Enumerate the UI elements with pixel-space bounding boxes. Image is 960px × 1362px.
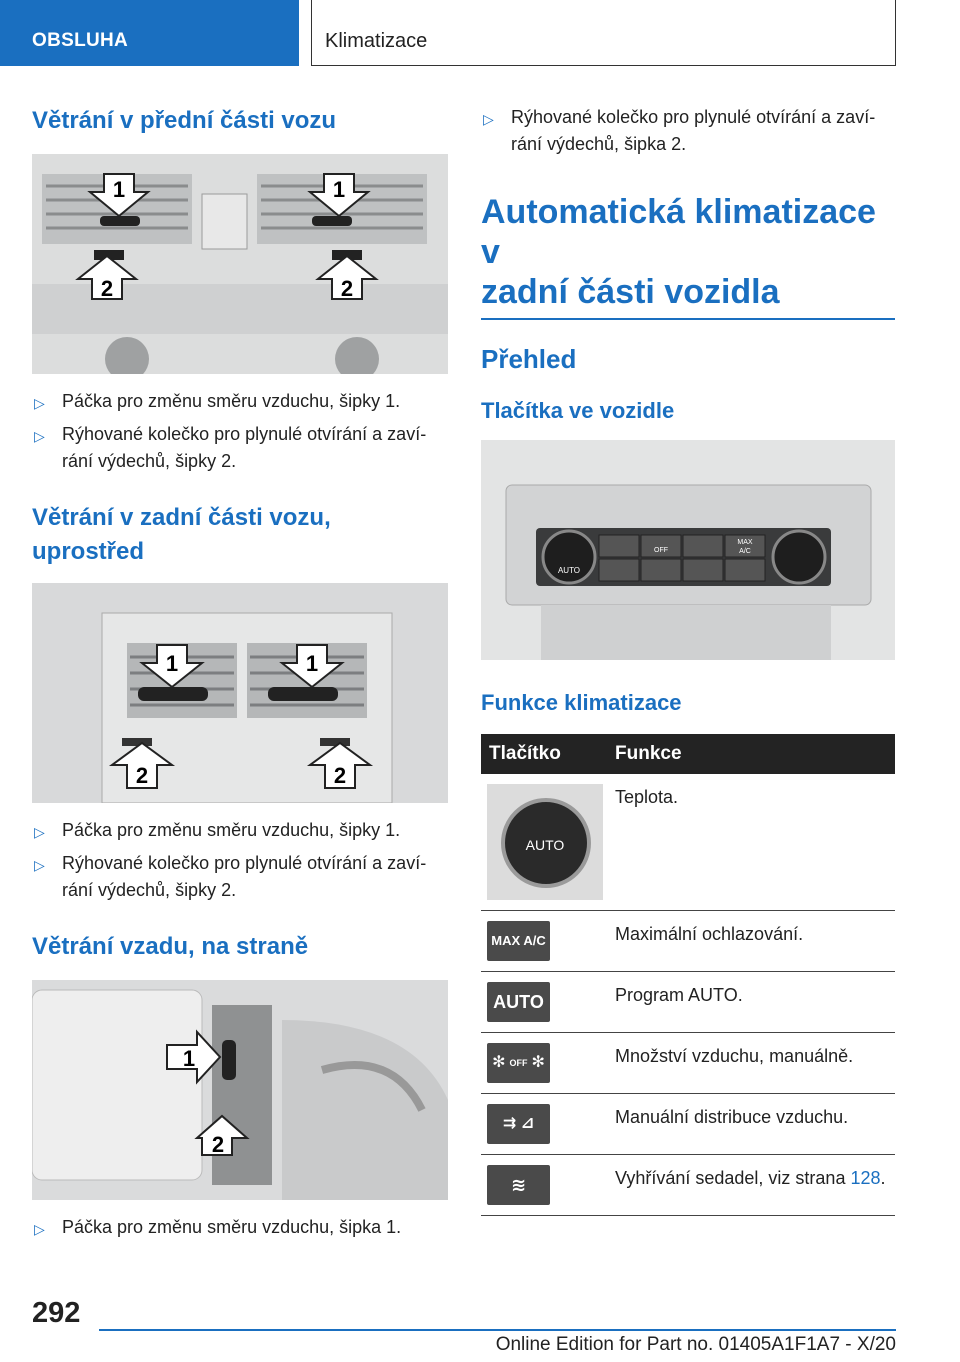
page-link[interactable]: 128 <box>850 1168 881 1188</box>
callout-2-right: 2 <box>333 763 347 788</box>
table-row <box>481 972 895 1033</box>
rear-center-vents-photo <box>32 583 448 803</box>
callout-1-right: 1 <box>305 651 319 676</box>
callout-1-right: 1 <box>332 177 346 202</box>
heading-rear-center-2: uprostřed <box>32 538 145 565</box>
heading-overview: Přehled <box>481 344 577 374</box>
auto-button-icon: AUTO <box>487 982 550 1022</box>
function-text: Maximální ochlazování. <box>607 911 895 972</box>
seat-heating-icon: ≋ <box>487 1165 550 1205</box>
bullet-rear-center-2: ▷ Rýhované kolečko pro plynulé otvírání a zavírání výdechů, šipky 2. <box>34 853 427 900</box>
triangle-bullet-icon: ▷ <box>34 824 45 840</box>
front-vents-illustration <box>32 154 448 374</box>
bullet-front-2: ▷ Rýhované kolečko pro plynulé otvírání a zavírání výdechů, šipky 2. <box>34 424 427 471</box>
right-column <box>481 100 895 1216</box>
triangle-bullet-icon: ▷ <box>34 428 45 444</box>
callout-2-right: 2 <box>340 276 354 301</box>
fan-icon: ✻ OFF ✻ <box>487 1043 550 1083</box>
triangle-bullet-icon: ▷ <box>483 111 494 127</box>
col-header-function: Funkce <box>607 734 895 774</box>
callout-2-left: 2 <box>135 763 149 788</box>
triangle-bullet-icon: ▷ <box>34 857 45 873</box>
triangle-bullet-icon: ▷ <box>34 395 45 411</box>
heading-buttons-in-vehicle: Tlačítka ve vozidle <box>481 398 675 423</box>
table-row <box>481 1033 895 1094</box>
rear-climate-panel-photo <box>481 440 895 660</box>
heading-underline <box>481 318 895 320</box>
footer-line <box>99 1329 896 1331</box>
table-row <box>481 1094 895 1155</box>
panel-ac-label: A/C <box>739 548 751 555</box>
auto-knob-icon <box>487 784 603 900</box>
callout-2-left: 2 <box>100 276 114 301</box>
air-distribution-icon: ⇉ ⊿ <box>487 1104 550 1144</box>
bullet-rear-center-1: ▷ Páčka pro změnu směru vzduchu, šipky 1. <box>32 817 448 844</box>
front-vents-photo <box>32 154 448 374</box>
panel-max-label: MAX <box>737 539 753 546</box>
panel-auto-label: AUTO <box>557 566 581 575</box>
bullet-top: ▷ Rýhované kolečko pro plynulé otvírání a zavírání výdechů, šipka 2. <box>483 107 876 154</box>
rear-climate-panel-illustration <box>481 440 895 660</box>
heading-auto-climate-2: zadní části vozidla <box>481 273 780 311</box>
callout-1: 1 <box>182 1046 196 1071</box>
callout-1-left: 1 <box>112 177 126 202</box>
function-text: Množství vzduchu, manuálně. <box>607 1033 895 1094</box>
rear-center-vents-illustration <box>32 583 448 803</box>
table-row: ≋ Vyhřívání sedadel, viz strana 128. <box>481 1155 895 1216</box>
page-number: 292 <box>32 1297 81 1329</box>
heading-auto-climate-1: Automatická klimatizace v <box>481 193 876 271</box>
function-text: Manuální distribuce vzduchu. <box>607 1094 895 1155</box>
table-header-row <box>481 734 895 774</box>
function-text: Vyhřívání sedadel, viz strana <box>615 1168 846 1188</box>
auto-knob-label: AUTO <box>525 837 565 853</box>
heading-rear-center-1: Větrání v zadní části vozu, <box>32 504 331 531</box>
bullet-rear-side-1: ▷ Páčka pro změnu směru vzduchu, šipka 1. <box>32 1214 448 1241</box>
rear-side-vent-photo <box>32 980 448 1200</box>
triangle-bullet-icon: ▷ <box>34 1221 45 1237</box>
heading-climate-functions: Funkce klimatizace <box>481 690 682 715</box>
section-tab <box>0 0 299 66</box>
bullet-front-1: ▷ Páčka pro změnu směru vzduchu, šipky 1. <box>32 388 448 415</box>
rear-side-vent-illustration <box>32 980 448 1200</box>
callout-2: 2 <box>211 1132 225 1157</box>
table-row <box>481 911 895 972</box>
chapter-header <box>311 0 896 66</box>
heading-front-ventilation: Větrání v přední části vozu <box>32 107 337 134</box>
section-label: OBSLUHA <box>32 30 129 51</box>
heading-rear-side: Větrání vzadu, na straně <box>32 933 309 960</box>
functions-table <box>481 734 895 1216</box>
fan-off-label: OFF <box>509 1058 528 1068</box>
panel-off-label: OFF <box>654 547 668 554</box>
left-column <box>32 100 448 1241</box>
table-row <box>481 774 895 911</box>
col-header-button: Tlačítko <box>481 734 607 774</box>
chapter-label: Klimatizace <box>325 30 428 52</box>
function-text: Teplota. <box>607 774 895 911</box>
callout-1-left: 1 <box>165 651 179 676</box>
function-text: Program AUTO. <box>607 972 895 1033</box>
max-ac-icon: MAX A/C <box>487 921 550 961</box>
footer-edition: Online Edition for Part no. 01405A1F1A7 - X/20 <box>495 1334 896 1355</box>
